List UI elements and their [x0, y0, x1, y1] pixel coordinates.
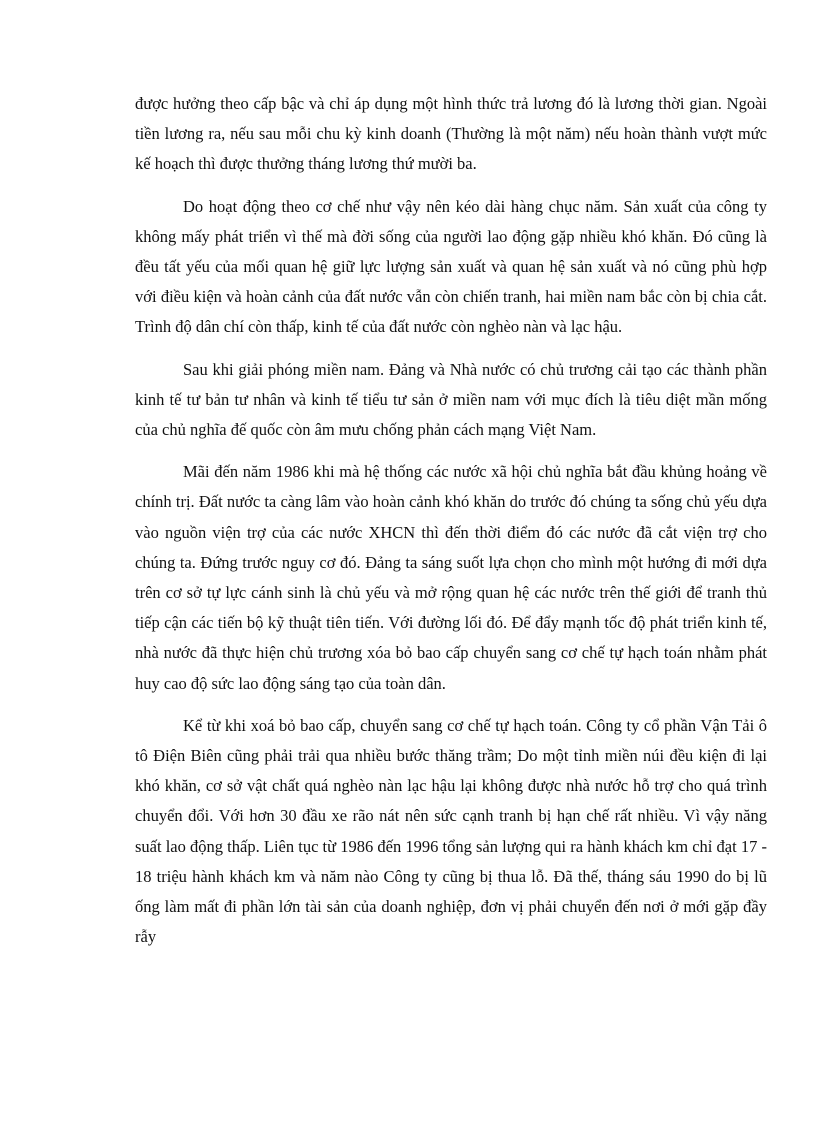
paragraph-year-1986: Mãi đến năm 1986 khi mà hệ thống các nước xã hội chủ nghĩa bắt đầu khủng hoảng về chính trị. Đất nước ta càng lâm vào hoàn cảnh khó khăn do trước đó chúng ta sống chủ yếu dựa vào nguồn viện trợ của các nước XHCN thì đến thời điểm đó các nước đã cắt viện trợ cho chúng ta. Đứng trước nguy cơ đó. Đảng ta sáng suốt lựa chọn cho mình một hướng đi mới dựa trên cơ sở tự lực cánh sinh là chủ yếu và mở rộng quan hệ các nước trên thế giới để tranh thủ tiếp cận các tiến bộ kỹ thuật tiên tiến. Với đường lối đó. Để đẩy mạnh tốc độ phát triển kinh tế, nhà nước đã thực hiện chủ trương xóa bỏ bao cấp chuyển sang cơ chế tự hạch toán nhằm phát huy cao độ sức lao động sáng tạo của toàn dân.	[135, 462, 767, 693]
paragraph-after-subsidy: Kể từ khi xoá bỏ bao cấp, chuyển sang cơ chế tự hạch toán. Công ty cổ phần Vận Tải ô tô Điện Biên cũng phải trải qua nhiều bước thăng trầm; Do một tỉnh miền núi đều kiện đi lại khó khăn, cơ sở vật chất quá nghèo nàn lạc hậu lại không được nhà nước hỗ trợ cho quá trình chuyển đổi. Với hơn 30 đầu xe rão nát nên sức cạnh tranh bị hạn chế rất nhiều. Vì vậy năng suất lao động thấp. Liên tục từ 1986 đến 1996 tổng sản lượng qui ra hành khách km chỉ đạt 17 - 18 triệu hành khách km và năm nào Công ty cũng bị thua lỗ. Đã thế, tháng sáu 1990 do bị lũ ống làm mất đi phần lớn tài sản của doanh nghiệp, đơn vị phải chuyển đến nơi ở mới gặp đầy rẫy	[135, 715, 767, 947]
paragraph-continuation: được hưởng theo cấp bậc và chỉ áp dụng một hình thức trả lương đó là lương thời gian. Ngoài tiền lương ra, nếu sau mỗi chu kỳ kinh doanh (Thường là một năm) nếu hoàn thành vượt mức kế hoạch thì được thưởng tháng lương thứ mười ba.	[135, 94, 767, 174]
paragraph-liberation-south: Sau khi giải phóng miền nam. Đảng và Nhà nước có chủ trương cải tạo các thành phần kinh tế tư bản tư nhân và kinh tế tiểu tư sản ở miền nam với mục đích là tiêu diệt mần mống của chủ nghĩa đế quốc còn âm mưu chống phản cách mạng Việt Nam.	[135, 359, 767, 440]
paragraph-mechanism-effects: Do hoạt động theo cơ chế như vậy nên kéo dài hàng chục năm. Sản xuất của công ty không mấy phát triển vì thế mà đời sống của người lao động gặp nhiều khó khăn. Đó cũng là đều tất yếu của mối quan hệ giữ lực lượng sản xuất và quan hệ sản xuất và nó cũng phù hợp với điều kiện và hoàn cảnh của đất nước vẫn còn chiến tranh, hai miền nam bắc còn bị chia cắt. Trình độ dân chí còn thấp, kinh tế của đất nước còn nghèo nàn và lạc hậu.	[135, 196, 767, 337]
document-page	[135, 89, 767, 964]
